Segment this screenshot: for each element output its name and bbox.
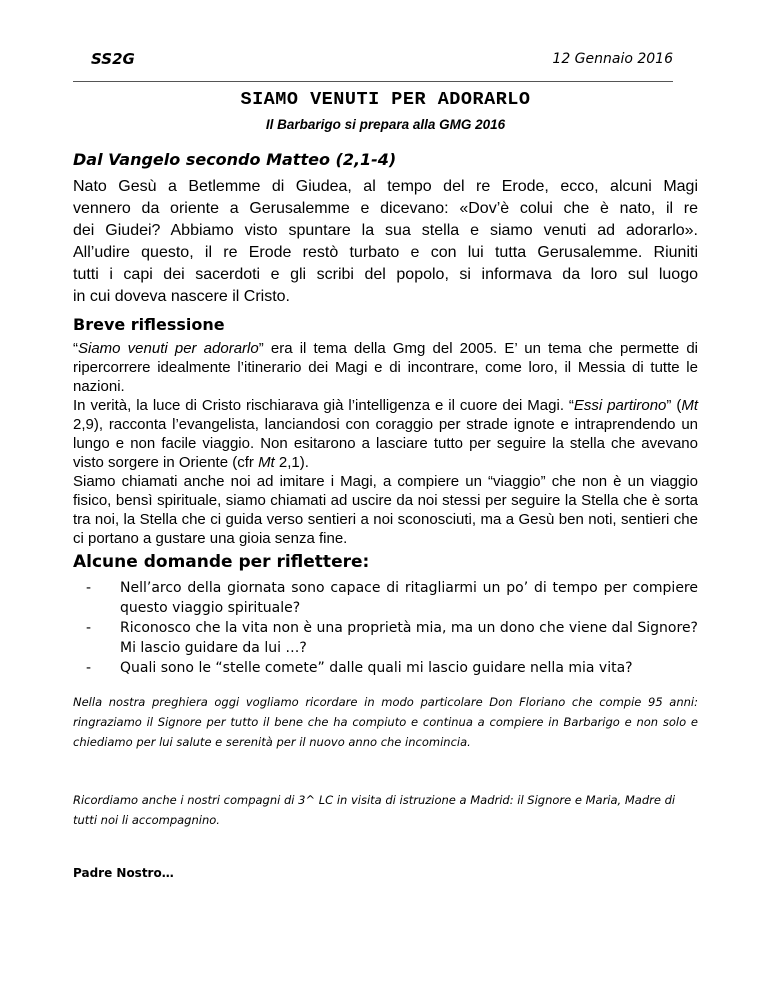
scripture-ref: Mt xyxy=(681,397,698,414)
scripture-ref: Mt xyxy=(258,454,275,471)
questions-heading: Alcune domande per riflettere: xyxy=(73,552,370,572)
reflection-text-run: ” era il tema della Gmg del 2005. E’ un tema che permette di ripercorrere idealmente l’itinerario dei Magi e di incontrare, come loro, il Messia di tutte le nazioni. xyxy=(73,340,698,395)
question-text: Quali sono le “stelle comete” dalle quali mi lascio guidare nella mia vita? xyxy=(120,660,633,676)
gospel-line: dei Giudei? Abbiamo visto spuntare la sua stella e siamo venuti ad adorarlo». xyxy=(73,222,698,239)
reflection-text-run: In verità, la luce di Cristo rischiarava già l’intelligenza e il cuore dei Magi. “ xyxy=(73,397,574,414)
list-dash: - xyxy=(86,580,92,596)
list-item xyxy=(73,578,698,618)
reflection-text xyxy=(73,339,698,548)
gospel-line: All’udire questo, il re Erode restò turbato e con lui tutta Gerusalemme. Riuniti xyxy=(73,244,698,261)
class-code: SS2G xyxy=(91,50,135,68)
gospel-text xyxy=(73,176,698,308)
gospel-line: vennero da oriente a Gerusalemme e dicevano: «Dov’è colui che è nato, il re xyxy=(73,200,698,217)
reflection-text-run: 2,1). xyxy=(274,454,309,471)
list-item xyxy=(73,658,698,678)
gospel-line: tutti i capi dei sacerdoti e gli scribi del popolo, si informava da loro sul luogo xyxy=(73,266,698,283)
question-text: Nell’arco della giornata sono capace di ritagliarmi un po’ di tempo per compiere questo viaggio spirituale? xyxy=(120,580,698,616)
reflection-paragraph xyxy=(73,396,698,472)
header-date: 12 Gennaio 2016 xyxy=(552,51,673,67)
reflection-heading: Breve riflessione xyxy=(73,315,225,334)
gospel-heading: Dal Vangelo secondo Matteo (2,1-4) xyxy=(73,150,397,169)
list-item xyxy=(73,618,698,658)
page-title: SIAMO VENUTI PER ADORARLO xyxy=(240,89,531,110)
gospel-line: Nato Gesù a Betlemme di Giudea, al tempo del re Erode, ecco, alcuni Magi xyxy=(73,178,698,195)
theme-title: Siamo venuti per adorarlo xyxy=(78,340,259,357)
list-dash: - xyxy=(86,620,92,636)
quote-essi-partirono: Essi partirono xyxy=(573,397,667,414)
gospel-line: in cui doveva nascere il Cristo. xyxy=(73,288,290,305)
prayer-intention-2: Ricordiamo anche i nostri compagni di 3^ LC in visita di istruzione a Madrid: il Signore e Maria, Madre di tutti noi li accompagnino. xyxy=(73,793,676,827)
questions-list xyxy=(73,578,698,678)
header-rule xyxy=(73,81,673,82)
list-dash: - xyxy=(86,660,92,676)
closing-prayer: Padre Nostro… xyxy=(73,866,174,880)
reflection-paragraph xyxy=(73,339,698,396)
prayer-intention-1: Nella nostra preghiera oggi vogliamo ricordare in modo particolare Don Floriano che compie 95 anni: ringraziamo il Signore per tutto il bene che ha compiuto e continua a compiere in Barbarigo e non solo e chiediamo per lui salute e serenità per il nuovo anno che incomincia. xyxy=(73,695,698,749)
quote-mark: “ xyxy=(73,340,78,357)
page-header xyxy=(73,50,698,72)
question-text: Riconosco che la vita non è una proprietà mia, ma un dono che viene dal Signore? Mi lascio guidare da lui …? xyxy=(120,620,698,656)
reflection-text-run: ” ( xyxy=(666,397,682,414)
reflection-text-run: 2,9), racconta l’evangelista, lanciandosi con coraggio per strade ignote e intraprendendo un lungo e non facile viaggio. Non esitarono a lasciare tutto per seguire la stella che avevano visto sorgere in Oriente (cfr xyxy=(73,416,698,471)
document-page xyxy=(73,50,698,880)
page-subtitle: Il Barbarigo si prepara alla GMG 2016 xyxy=(265,117,506,132)
reflection-paragraph: Siamo chiamati anche noi ad imitare i Magi, a compiere un “viaggio” che non è un viaggio fisico, bensì spirituale, siamo chiamati ad uscire da noi stessi per seguire la Stella che è sorta tra noi, la Stella che ci guida verso sentieri a noi sconosciuti, ma a Gesù ben noti, sentieri che ci portano a gustare una gioia senza fine. xyxy=(73,473,698,547)
